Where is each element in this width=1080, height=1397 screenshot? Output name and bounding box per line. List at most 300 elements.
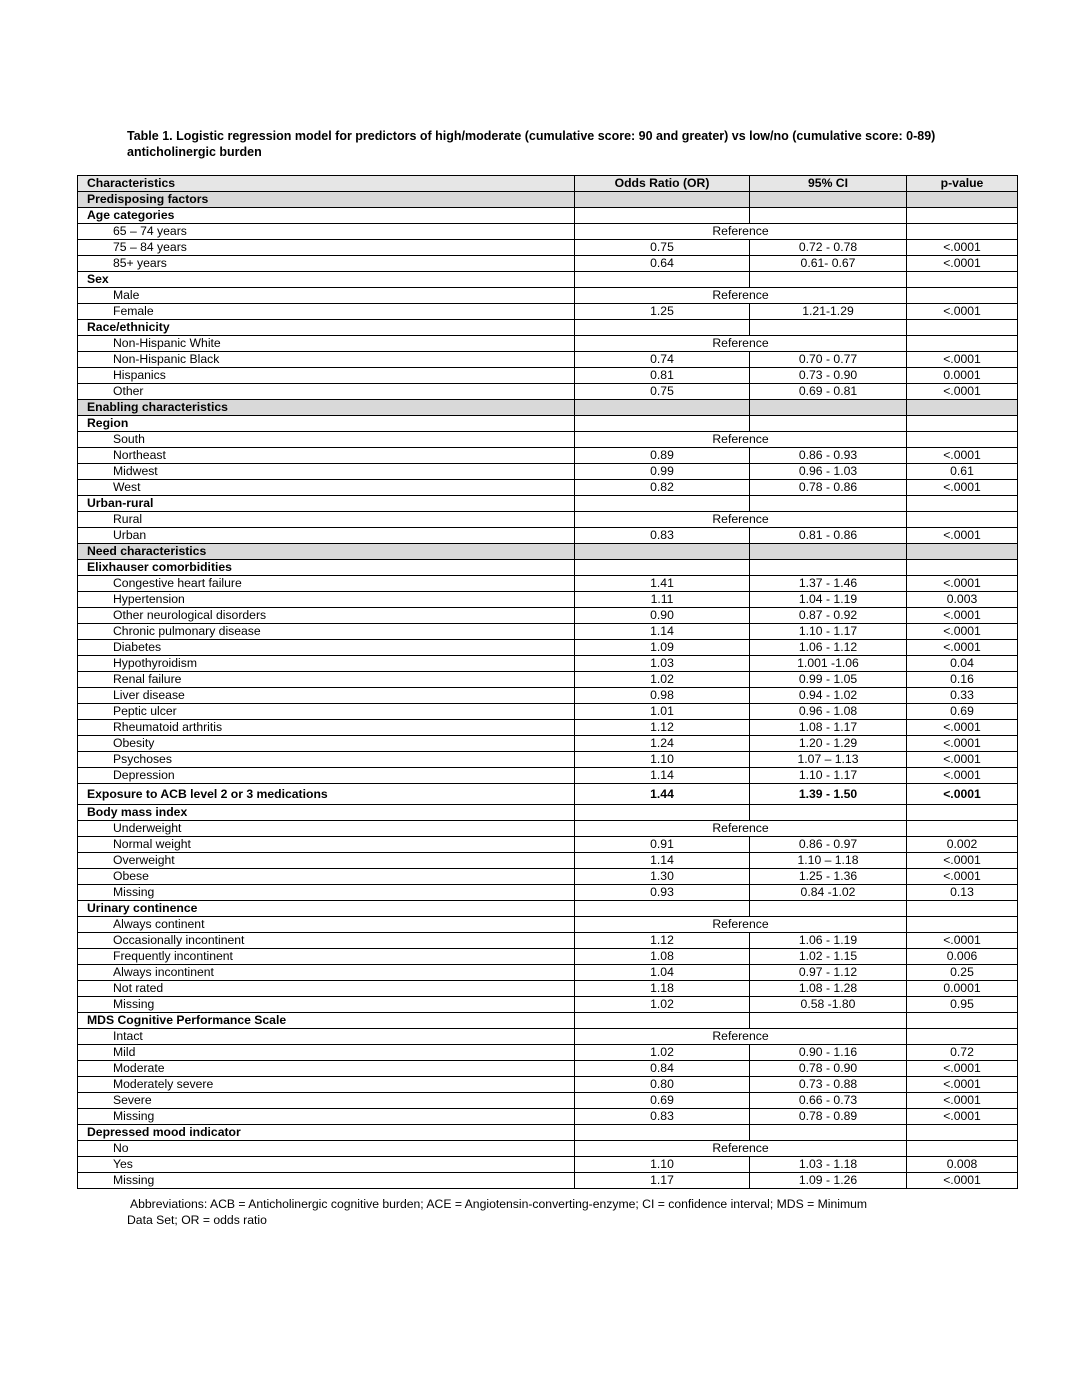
row-label: Depression xyxy=(78,768,575,784)
row-label: Peptic ulcer xyxy=(78,704,575,720)
odds-ratio-cell: 0.89 xyxy=(575,448,750,464)
table-row xyxy=(78,997,1018,1013)
table-row xyxy=(78,448,1018,464)
row-label: Exposure to ACB level 2 or 3 medications xyxy=(78,784,575,805)
ci-cell: 1.08 - 1.28 xyxy=(750,981,907,997)
row-label: Mild xyxy=(78,1045,575,1061)
p-value-cell: <.0001 xyxy=(907,576,1018,592)
header-odds-ratio: Odds Ratio (OR) xyxy=(575,176,750,192)
ci-cell: 0.69 - 0.81 xyxy=(750,384,907,400)
row-label: Underweight xyxy=(78,821,575,837)
table-row xyxy=(78,853,1018,869)
reference-cell: Reference xyxy=(575,288,907,304)
row-label: Obese xyxy=(78,869,575,885)
row-label: Hypertension xyxy=(78,592,575,608)
reference-row xyxy=(78,1029,1018,1045)
p-value-cell: <.0001 xyxy=(907,1077,1018,1093)
odds-ratio-cell: 1.41 xyxy=(575,576,750,592)
odds-ratio-cell: 1.14 xyxy=(575,768,750,784)
p-value-cell: 0.04 xyxy=(907,656,1018,672)
p-value-cell: <.0001 xyxy=(907,352,1018,368)
table-row xyxy=(78,640,1018,656)
row-label: Missing xyxy=(78,885,575,901)
odds-ratio-cell: 0.83 xyxy=(575,1109,750,1125)
empty-cell xyxy=(907,1125,1018,1141)
p-value-cell: 0.72 xyxy=(907,1045,1018,1061)
reference-row xyxy=(78,224,1018,240)
row-label: Normal weight xyxy=(78,837,575,853)
group-header-row xyxy=(78,1013,1018,1029)
p-value-cell: <.0001 xyxy=(907,304,1018,320)
row-label: Always continent xyxy=(78,917,575,933)
p-value-cell: 0.002 xyxy=(907,837,1018,853)
empty-cell xyxy=(575,560,750,576)
odds-ratio-cell: 0.80 xyxy=(575,1077,750,1093)
table-row xyxy=(78,736,1018,752)
odds-ratio-cell: 1.14 xyxy=(575,853,750,869)
empty-cell xyxy=(575,192,750,208)
empty-cell xyxy=(750,272,907,288)
odds-ratio-cell: 1.03 xyxy=(575,656,750,672)
odds-ratio-cell: 0.75 xyxy=(575,240,750,256)
p-value-cell: <.0001 xyxy=(907,240,1018,256)
row-label: No xyxy=(78,1141,575,1157)
row-label: Not rated xyxy=(78,981,575,997)
table-row xyxy=(78,981,1018,997)
ci-cell: 0.96 - 1.08 xyxy=(750,704,907,720)
section-label: Need characteristics xyxy=(78,544,575,560)
empty-cell xyxy=(907,805,1018,821)
table-row xyxy=(78,784,1018,805)
reference-row xyxy=(78,512,1018,528)
row-label: 75 – 84 years xyxy=(78,240,575,256)
odds-ratio-cell: 1.01 xyxy=(575,704,750,720)
table-row xyxy=(78,608,1018,624)
ci-cell: 1.07 – 1.13 xyxy=(750,752,907,768)
reference-row xyxy=(78,917,1018,933)
table-row xyxy=(78,720,1018,736)
table-caption: Table 1. Logistic regression model for predictors of high/moderate (cumulative score: 90 and greater) vs low/no (cumulative score: 0-89) anticholinergic burden xyxy=(127,129,936,159)
p-value-cell: <.0001 xyxy=(907,853,1018,869)
p-value-cell: <.0001 xyxy=(907,448,1018,464)
table-row xyxy=(78,949,1018,965)
section-header-row xyxy=(78,192,1018,208)
p-value-cell: <.0001 xyxy=(907,640,1018,656)
row-label: Female xyxy=(78,304,575,320)
empty-cell xyxy=(907,432,1018,448)
ci-cell: 0.94 - 1.02 xyxy=(750,688,907,704)
row-label: Hypothyroidism xyxy=(78,656,575,672)
table-row xyxy=(78,624,1018,640)
group-header-row xyxy=(78,272,1018,288)
empty-cell xyxy=(575,544,750,560)
odds-ratio-cell: 1.14 xyxy=(575,624,750,640)
p-value-cell: <.0001 xyxy=(907,869,1018,885)
p-value-cell: <.0001 xyxy=(907,1173,1018,1189)
odds-ratio-cell: 0.99 xyxy=(575,464,750,480)
table-row xyxy=(78,837,1018,853)
group-header-row xyxy=(78,1125,1018,1141)
row-label: Non-Hispanic Black xyxy=(78,352,575,368)
ci-cell: 0.90 - 1.16 xyxy=(750,1045,907,1061)
ci-cell: 1.03 - 1.18 xyxy=(750,1157,907,1173)
row-label: Other xyxy=(78,384,575,400)
empty-cell xyxy=(907,496,1018,512)
ci-cell: 1.09 - 1.26 xyxy=(750,1173,907,1189)
empty-cell xyxy=(575,1013,750,1029)
empty-cell xyxy=(907,1029,1018,1045)
reference-cell: Reference xyxy=(575,821,907,837)
table-row xyxy=(78,1045,1018,1061)
p-value-cell: 0.16 xyxy=(907,672,1018,688)
row-label: Rural xyxy=(78,512,575,528)
row-label: Occasionally incontinent xyxy=(78,933,575,949)
reference-cell: Reference xyxy=(575,917,907,933)
p-value-cell: <.0001 xyxy=(907,752,1018,768)
odds-ratio-cell: 1.30 xyxy=(575,869,750,885)
empty-cell xyxy=(750,901,907,917)
abbreviations-footnote xyxy=(127,1196,957,1228)
p-value-cell: 0.0001 xyxy=(907,981,1018,997)
odds-ratio-cell: 1.09 xyxy=(575,640,750,656)
row-label: Midwest xyxy=(78,464,575,480)
row-label: 85+ years xyxy=(78,256,575,272)
group-label: Depressed mood indicator xyxy=(78,1125,575,1141)
ci-cell: 1.06 - 1.19 xyxy=(750,933,907,949)
empty-cell xyxy=(575,805,750,821)
odds-ratio-cell: 1.11 xyxy=(575,592,750,608)
p-value-cell: <.0001 xyxy=(907,1109,1018,1125)
empty-cell xyxy=(907,544,1018,560)
table-row xyxy=(78,304,1018,320)
reference-row xyxy=(78,1141,1018,1157)
odds-ratio-cell: 0.91 xyxy=(575,837,750,853)
table-row xyxy=(78,1173,1018,1189)
empty-cell xyxy=(907,224,1018,240)
odds-ratio-cell: 1.10 xyxy=(575,752,750,768)
table-row xyxy=(78,528,1018,544)
table-row xyxy=(78,933,1018,949)
reference-cell: Reference xyxy=(575,224,907,240)
empty-cell xyxy=(907,917,1018,933)
ci-cell: 1.37 - 1.46 xyxy=(750,576,907,592)
group-label: Region xyxy=(78,416,575,432)
empty-cell xyxy=(575,416,750,432)
ci-cell: 1.21-1.29 xyxy=(750,304,907,320)
empty-cell xyxy=(575,320,750,336)
group-label: Urinary continence xyxy=(78,901,575,917)
footnote-line-1: Abbreviations: ACB = Anticholinergic cognitive burden; ACE = Angiotensin-converting-enzyme; CI = confidence interval; MDS = Minimum xyxy=(130,1197,868,1211)
reference-cell: Reference xyxy=(575,336,907,352)
p-value-cell: <.0001 xyxy=(907,528,1018,544)
empty-cell xyxy=(907,320,1018,336)
p-value-cell: <.0001 xyxy=(907,480,1018,496)
ci-cell: 0.99 - 1.05 xyxy=(750,672,907,688)
ci-cell: 1.02 - 1.15 xyxy=(750,949,907,965)
section-header-row xyxy=(78,544,1018,560)
table-row xyxy=(78,656,1018,672)
ci-cell: 0.73 - 0.88 xyxy=(750,1077,907,1093)
p-value-cell: 0.003 xyxy=(907,592,1018,608)
group-header-row xyxy=(78,805,1018,821)
row-label: Moderately severe xyxy=(78,1077,575,1093)
empty-cell xyxy=(575,901,750,917)
header-p-value: p-value xyxy=(907,176,1018,192)
empty-cell xyxy=(907,192,1018,208)
row-label: West xyxy=(78,480,575,496)
empty-cell xyxy=(750,192,907,208)
table-row xyxy=(78,256,1018,272)
ci-cell: 1.04 - 1.19 xyxy=(750,592,907,608)
p-value-cell: 0.0001 xyxy=(907,368,1018,384)
empty-cell xyxy=(750,496,907,512)
empty-cell xyxy=(750,805,907,821)
section-label: Enabling characteristics xyxy=(78,400,575,416)
reference-row xyxy=(78,432,1018,448)
odds-ratio-cell: 1.44 xyxy=(575,784,750,805)
row-label: Male xyxy=(78,288,575,304)
empty-cell xyxy=(907,416,1018,432)
row-label: Yes xyxy=(78,1157,575,1173)
ci-cell: 1.39 - 1.50 xyxy=(750,784,907,805)
table-row xyxy=(78,368,1018,384)
table-row xyxy=(78,688,1018,704)
row-label: Rheumatoid arthritis xyxy=(78,720,575,736)
p-value-cell: 0.006 xyxy=(907,949,1018,965)
table-row xyxy=(78,869,1018,885)
empty-cell xyxy=(750,1013,907,1029)
ci-cell: 0.87 - 0.92 xyxy=(750,608,907,624)
ci-cell: 1.10 - 1.17 xyxy=(750,768,907,784)
empty-cell xyxy=(575,208,750,224)
ci-cell: 0.86 - 0.97 xyxy=(750,837,907,853)
row-label: Severe xyxy=(78,1093,575,1109)
odds-ratio-cell: 1.02 xyxy=(575,672,750,688)
p-value-cell: 0.69 xyxy=(907,704,1018,720)
reference-row xyxy=(78,336,1018,352)
reference-row xyxy=(78,288,1018,304)
odds-ratio-cell: 1.17 xyxy=(575,1173,750,1189)
group-label: Sex xyxy=(78,272,575,288)
odds-ratio-cell: 0.69 xyxy=(575,1093,750,1109)
table-row xyxy=(78,965,1018,981)
ci-cell: 0.97 - 1.12 xyxy=(750,965,907,981)
ci-cell: 0.78 - 0.86 xyxy=(750,480,907,496)
odds-ratio-cell: 0.75 xyxy=(575,384,750,400)
ci-cell: 1.001 -1.06 xyxy=(750,656,907,672)
empty-cell xyxy=(907,336,1018,352)
group-label: Elixhauser comorbidities xyxy=(78,560,575,576)
ci-cell: 0.96 - 1.03 xyxy=(750,464,907,480)
odds-ratio-cell: 1.25 xyxy=(575,304,750,320)
empty-cell xyxy=(575,496,750,512)
odds-ratio-cell: 1.02 xyxy=(575,997,750,1013)
table-row xyxy=(78,384,1018,400)
ci-cell: 0.86 - 0.93 xyxy=(750,448,907,464)
row-label: Chronic pulmonary disease xyxy=(78,624,575,640)
ci-cell: 0.72 - 0.78 xyxy=(750,240,907,256)
reference-cell: Reference xyxy=(575,432,907,448)
row-label: Congestive heart failure xyxy=(78,576,575,592)
table-row xyxy=(78,752,1018,768)
group-label: MDS Cognitive Performance Scale xyxy=(78,1013,575,1029)
empty-cell xyxy=(907,272,1018,288)
row-label: Other neurological disorders xyxy=(78,608,575,624)
row-label: Northeast xyxy=(78,448,575,464)
p-value-cell: <.0001 xyxy=(907,784,1018,805)
row-label: Frequently incontinent xyxy=(78,949,575,965)
group-header-row xyxy=(78,496,1018,512)
group-header-row xyxy=(78,560,1018,576)
table-row xyxy=(78,240,1018,256)
ci-cell: 0.78 - 0.90 xyxy=(750,1061,907,1077)
empty-cell xyxy=(907,901,1018,917)
footnote-line-2: Data Set; OR = odds ratio xyxy=(127,1213,267,1227)
p-value-cell: 0.33 xyxy=(907,688,1018,704)
row-label: Renal failure xyxy=(78,672,575,688)
table-row xyxy=(78,885,1018,901)
group-header-row xyxy=(78,901,1018,917)
empty-cell xyxy=(907,400,1018,416)
empty-cell xyxy=(907,1013,1018,1029)
p-value-cell: <.0001 xyxy=(907,768,1018,784)
ci-cell: 0.66 - 0.73 xyxy=(750,1093,907,1109)
row-label: South xyxy=(78,432,575,448)
odds-ratio-cell: 0.81 xyxy=(575,368,750,384)
row-label: Missing xyxy=(78,997,575,1013)
odds-ratio-cell: 1.08 xyxy=(575,949,750,965)
odds-ratio-cell: 0.74 xyxy=(575,352,750,368)
table-row xyxy=(78,672,1018,688)
odds-ratio-cell: 1.24 xyxy=(575,736,750,752)
row-label: Psychoses xyxy=(78,752,575,768)
empty-cell xyxy=(750,560,907,576)
p-value-cell: 0.61 xyxy=(907,464,1018,480)
odds-ratio-cell: 0.83 xyxy=(575,528,750,544)
table-body xyxy=(78,192,1018,1189)
odds-ratio-cell: 0.82 xyxy=(575,480,750,496)
ci-cell: 0.84 -1.02 xyxy=(750,885,907,901)
table-row xyxy=(78,768,1018,784)
section-header-row xyxy=(78,400,1018,416)
table-header-row xyxy=(78,176,1018,192)
row-label: Missing xyxy=(78,1109,575,1125)
ci-cell: 0.81 - 0.86 xyxy=(750,528,907,544)
row-label: Urban xyxy=(78,528,575,544)
group-header-row xyxy=(78,208,1018,224)
empty-cell xyxy=(575,1125,750,1141)
group-label: Age categories xyxy=(78,208,575,224)
ci-cell: 0.70 - 0.77 xyxy=(750,352,907,368)
empty-cell xyxy=(750,544,907,560)
ci-cell: 0.58 -1.80 xyxy=(750,997,907,1013)
ci-cell: 0.78 - 0.89 xyxy=(750,1109,907,1125)
empty-cell xyxy=(750,320,907,336)
odds-ratio-cell: 0.98 xyxy=(575,688,750,704)
empty-cell xyxy=(907,1141,1018,1157)
odds-ratio-cell: 0.84 xyxy=(575,1061,750,1077)
odds-ratio-cell: 0.64 xyxy=(575,256,750,272)
odds-ratio-cell: 1.18 xyxy=(575,981,750,997)
table-row xyxy=(78,1109,1018,1125)
p-value-cell: 0.13 xyxy=(907,885,1018,901)
row-label: Overweight xyxy=(78,853,575,869)
odds-ratio-cell: 1.04 xyxy=(575,965,750,981)
row-label: Diabetes xyxy=(78,640,575,656)
reference-cell: Reference xyxy=(575,512,907,528)
header-95-ci: 95% CI xyxy=(750,176,907,192)
row-label: Missing xyxy=(78,1173,575,1189)
p-value-cell: <.0001 xyxy=(907,736,1018,752)
ci-cell: 0.61- 0.67 xyxy=(750,256,907,272)
ci-cell: 0.73 - 0.90 xyxy=(750,368,907,384)
odds-ratio-cell: 1.10 xyxy=(575,1157,750,1173)
reference-row xyxy=(78,821,1018,837)
table-row xyxy=(78,480,1018,496)
p-value-cell: <.0001 xyxy=(907,933,1018,949)
row-label: Non-Hispanic White xyxy=(78,336,575,352)
empty-cell xyxy=(575,400,750,416)
empty-cell xyxy=(750,400,907,416)
regression-table xyxy=(77,175,1018,1189)
empty-cell xyxy=(575,272,750,288)
p-value-cell: <.0001 xyxy=(907,624,1018,640)
p-value-cell: <.0001 xyxy=(907,256,1018,272)
odds-ratio-cell: 1.12 xyxy=(575,933,750,949)
p-value-cell: 0.008 xyxy=(907,1157,1018,1173)
p-value-cell: <.0001 xyxy=(907,608,1018,624)
ci-cell: 1.06 - 1.12 xyxy=(750,640,907,656)
group-label: Body mass index xyxy=(78,805,575,821)
reference-cell: Reference xyxy=(575,1141,907,1157)
p-value-cell: <.0001 xyxy=(907,1093,1018,1109)
row-label: Liver disease xyxy=(78,688,575,704)
ci-cell: 1.10 - 1.17 xyxy=(750,624,907,640)
table-row xyxy=(78,704,1018,720)
empty-cell xyxy=(750,208,907,224)
p-value-cell: <.0001 xyxy=(907,1061,1018,1077)
header-characteristics: Characteristics xyxy=(78,176,575,192)
table-row xyxy=(78,1077,1018,1093)
row-label: 65 – 74 years xyxy=(78,224,575,240)
table-row xyxy=(78,1061,1018,1077)
ci-cell: 1.20 - 1.29 xyxy=(750,736,907,752)
reference-cell: Reference xyxy=(575,1029,907,1045)
p-value-cell: <.0001 xyxy=(907,384,1018,400)
odds-ratio-cell: 1.12 xyxy=(575,720,750,736)
row-label: Moderate xyxy=(78,1061,575,1077)
group-label: Race/ethnicity xyxy=(78,320,575,336)
p-value-cell: <.0001 xyxy=(907,720,1018,736)
empty-cell xyxy=(907,288,1018,304)
row-label: Obesity xyxy=(78,736,575,752)
odds-ratio-cell: 0.90 xyxy=(575,608,750,624)
group-header-row xyxy=(78,416,1018,432)
empty-cell xyxy=(907,560,1018,576)
p-value-cell: 0.25 xyxy=(907,965,1018,981)
table-row xyxy=(78,592,1018,608)
odds-ratio-cell: 1.02 xyxy=(575,1045,750,1061)
ci-cell: 1.10 – 1.18 xyxy=(750,853,907,869)
table-row xyxy=(78,1157,1018,1173)
empty-cell xyxy=(907,821,1018,837)
ci-cell: 1.08 - 1.17 xyxy=(750,720,907,736)
odds-ratio-cell: 0.93 xyxy=(575,885,750,901)
empty-cell xyxy=(750,416,907,432)
row-label: Always incontinent xyxy=(78,965,575,981)
empty-cell xyxy=(907,512,1018,528)
group-header-row xyxy=(78,320,1018,336)
